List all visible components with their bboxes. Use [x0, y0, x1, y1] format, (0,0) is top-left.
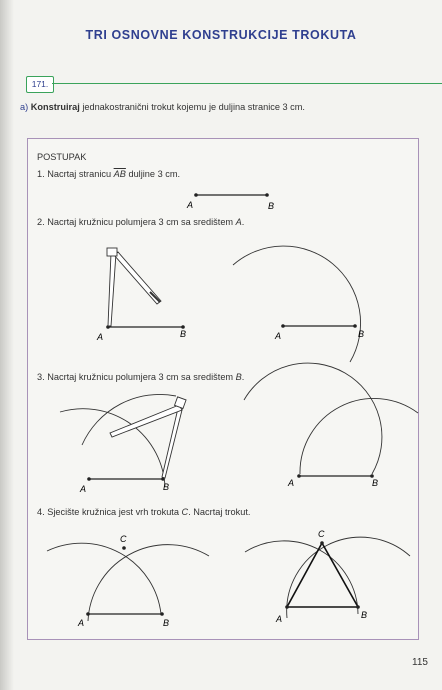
label-a: A [276, 614, 283, 624]
label-c: C [318, 529, 325, 539]
compass-hinge [107, 248, 117, 256]
step-3-post: . [241, 372, 245, 382]
compass-pencil-leg [110, 405, 182, 437]
point-a-dot [194, 193, 198, 197]
figure-step-2-compass [96, 248, 186, 342]
label-c: C [120, 534, 127, 544]
point-a-dot [281, 324, 285, 328]
figure-step-4-arcs [47, 534, 209, 628]
circle-arc-b [82, 394, 176, 445]
figure-step-2-arc [233, 246, 364, 362]
label-b: B [268, 201, 275, 211]
point-a-dot [86, 612, 90, 616]
step-1-segment: $\overline{AB}$ [113, 169, 126, 179]
circle-arc-a [241, 363, 382, 474]
point-c-dot [122, 546, 126, 550]
label-b: B [163, 482, 170, 492]
step-3-point: B [235, 372, 242, 382]
label-b: B [358, 329, 365, 339]
step-4-pre: Sjecište kružnica jest vrh trokuta [47, 507, 179, 517]
step-3-num: 3. [37, 372, 45, 382]
circle-arc-a [47, 543, 161, 614]
step-2-point: A [235, 217, 242, 227]
step-1-post: duljine 3 cm. [128, 169, 181, 179]
step-4-num: 4. [37, 507, 45, 517]
point-b-dot [265, 193, 269, 197]
figure-step-3-arcs [241, 363, 418, 488]
figure-step-1 [186, 193, 274, 211]
label-b: B [361, 610, 368, 620]
label-b: B [180, 329, 187, 339]
task-part-label: a) [20, 102, 29, 112]
page-number: 115 [412, 657, 428, 668]
label-b: B [163, 618, 170, 628]
circle-arc-b [300, 398, 418, 474]
label-a: A [78, 618, 85, 628]
label-a: A [97, 332, 104, 342]
task-text: jednakostranični trokut kojemu je duljina stranice 3 cm. [82, 102, 305, 112]
point-b-dot [356, 605, 360, 609]
label-a: A [275, 331, 282, 341]
label-a: A [288, 478, 295, 488]
step-3-pre: Nacrtaj kružnicu polumjera 3 cm sa središtem [47, 372, 234, 382]
step-2-post: . [241, 217, 245, 227]
label-a: A [187, 200, 194, 210]
point-b-dot [160, 612, 164, 616]
point-a-dot [285, 605, 289, 609]
point-c-dot [320, 541, 324, 545]
label-b: B [372, 478, 379, 488]
compass-needle-leg [108, 253, 116, 326]
circle-arc-a [233, 246, 361, 362]
step-1-num: 1. [37, 169, 45, 179]
circle-arc-b [88, 545, 209, 621]
point-b-dot [353, 324, 357, 328]
label-a: A [80, 484, 87, 494]
step-4-post: . Nacrtaj trokut. [188, 507, 251, 517]
step-2-pre: Nacrtaj kružnicu polumjera 3 cm sa središtem [47, 217, 234, 227]
task-number: 171. [26, 76, 54, 93]
step-2-num: 2. [37, 217, 45, 227]
point-a-dot [297, 474, 301, 478]
figure-step-3-compass [60, 394, 186, 494]
procedure-heading: POSTUPAK [37, 152, 87, 162]
point-a-dot [87, 477, 91, 481]
page-title: TRI OSNOVNE KONSTRUKCIJE TROKUTA [85, 28, 357, 42]
step-1-pre: Nacrtaj stranicu [47, 169, 112, 179]
equilateral-triangle [287, 543, 358, 607]
figure-step-4-triangle [245, 529, 410, 624]
step-4-point: C [181, 507, 189, 517]
task-verb: Konstruiraj [30, 102, 80, 112]
